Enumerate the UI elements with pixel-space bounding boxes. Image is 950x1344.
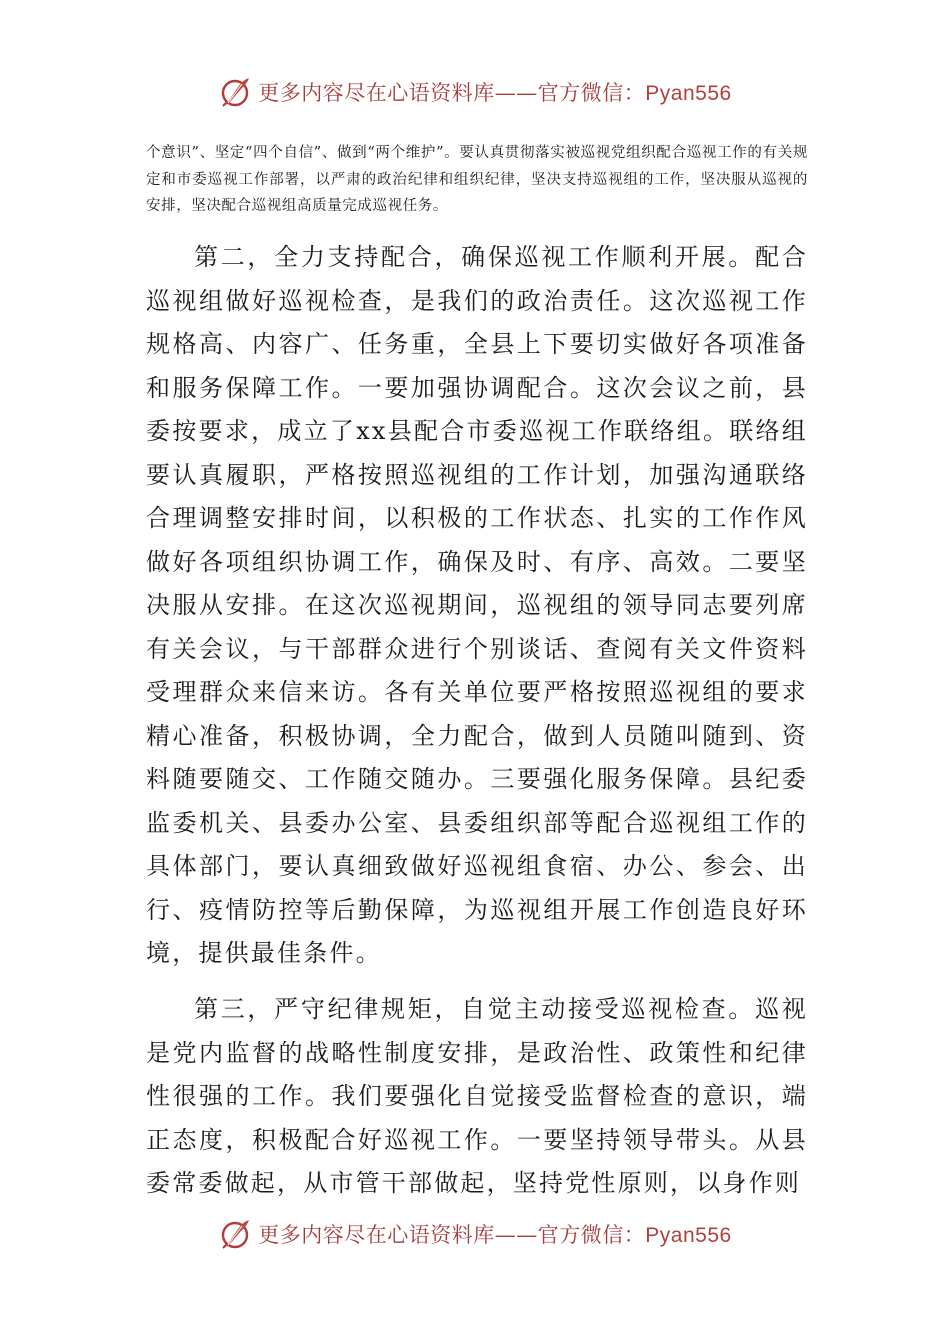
brand-text: 更多内容尽在心语资料库	[258, 1223, 495, 1247]
wechat-id: Pyan556	[645, 82, 732, 105]
footer-watermark-banner	[0, 1212, 950, 1256]
brand-separator: ——	[494, 1223, 538, 1247]
quill-logo-icon	[218, 1217, 252, 1251]
watermark-text	[258, 1219, 731, 1249]
body-paragraph-second: 第二，全力支持配合，确保巡视工作顺利开展。配合巡视组做好巡视检查，是我们的政治责任。这次巡视工作规格高、内容广、任务重，全县上下要切实做好各项准备和服务保障工作。一要加强协调配合。这次会议之前，县委按要求，成立了xx县配合市委巡视工作联络组。联络组要认真履职，严格按照巡视组的工作计划，加强沟通联络合理调整安排时间，以积极的工作状态、扎实的工作作风做好各项组织协调工作，确保及时、有序、高效。二要坚决服从安排。在这次巡视期间，巡视组的领导同志要列席有关会议，与干部群众进行个别谈话、查阅有关文件资料受理群众来信来访。各有关单位要严格按照巡视组的要求精心准备，积极协调，全力配合，做到人员随叫随到、资料随要随交、工作随交随办。三要强化服务保障。县纪委监委机关、县委办公室、县委组织部等配合巡视组工作的具体部门，要认真细致做好巡视组食宿、办公、参会、出行、疫情防控等后勤保障，为巡视组开展工作创造良好环境，提供最佳条件。	[146, 243, 808, 967]
wechat-label: 官方微信：	[537, 1223, 646, 1247]
body-paragraph-third: 第三，严守纪律规矩，自觉主动接受巡视检查。巡视是党内监督的战略性制度安排，是政治性、政策性和纪律性很强的工作。我们要强化自觉接受监督检查的意识，端正态度，积极配合好巡视工作。一要坚持领导带头。从县委常委做起，从市管干部做起，坚持党性原则，以身作则	[146, 995, 808, 1197]
watermark-text	[258, 77, 731, 107]
continuation-paragraph: 个意识”、坚定“四个自信”、做到“两个维护”。要认真贯彻落实被巡视党组织配合巡视工作的有关规定和市委巡视工作部署，以严肃的政治纪律和组织纪律，坚决支持巡视组的工作，坚决服从巡视的安排，坚决配合巡视组高质量完成巡视任务。	[146, 145, 808, 214]
brand-separator: ——	[494, 81, 538, 105]
brand-text: 更多内容尽在心语资料库	[258, 81, 495, 105]
header-watermark-banner	[0, 70, 950, 114]
wechat-label: 官方微信：	[537, 81, 646, 105]
quill-logo-icon	[218, 75, 252, 109]
wechat-id: Pyan556	[645, 1224, 732, 1247]
